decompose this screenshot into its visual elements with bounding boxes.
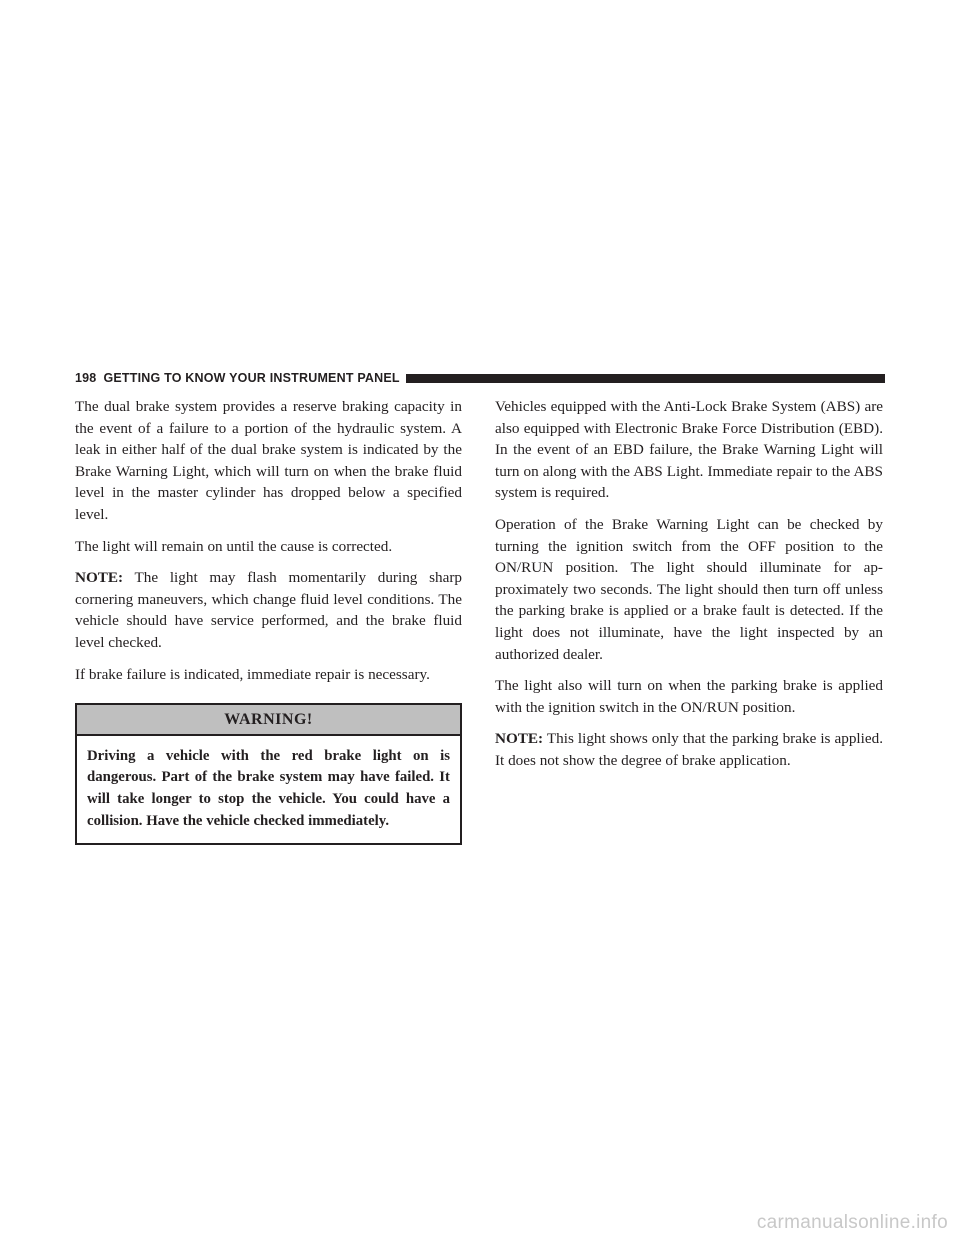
note-label: NOTE:	[495, 730, 544, 748]
section-title: GETTING TO KNOW YOUR INSTRUMENT PANEL	[103, 371, 400, 385]
watermark: carmanualsonline.info	[756, 1212, 948, 1233]
note-flash-momentarily	[75, 567, 462, 653]
header-rule	[406, 374, 885, 383]
left-column	[75, 396, 462, 845]
right-column	[495, 396, 883, 782]
page-number: 198	[75, 371, 97, 385]
warning-box	[75, 703, 462, 845]
paragraph-dual-brake-system: The dual brake system provides a reserve braking capacity in the event of a failure to a portion of the hydraulic system. A leak in either half of the dual brake system is indicated by the Brake Warning Light, which will turn on when the brake fluid level in the master cylinder has dropped below a specified level.	[75, 398, 462, 523]
paragraph-parking-brake: The light also will turn on when the parking brake is applied with the ignition switch in the ON/RUN position.	[495, 677, 883, 716]
note-text: This light shows only that the parking brake is applied. It does not show the degree of brake application.	[495, 730, 883, 769]
note-parking-brake	[495, 728, 883, 771]
paragraph-abs-ebd: Vehicles equipped with the Anti-Lock Brake System (ABS) are also equipped with Electronic Brake Force Distribution (EBD). In the event of an EBD failure, the Brake Warning Light will turn on along with the ABS Light. Immediate repair to the ABS system is required.	[495, 398, 883, 502]
page-header	[75, 370, 885, 386]
paragraph-light-remains-on: The light will remain on until the cause is corrected.	[75, 537, 393, 555]
paragraph-brake-failure: If brake failure is indicated, immediate repair is necessary.	[75, 665, 430, 683]
note-label: NOTE:	[75, 569, 124, 587]
note-text: The light may flash momentarily during sharp cornering maneuvers, which change fluid level conditions. The vehicle should have service performed, and the brake fluid level checked.	[75, 569, 462, 651]
warning-text: Driving a vehicle with the red brake light on is dangerous. Part of the brake system may have failed. It will take longer to stop the vehicle. You could have a collision. Have the vehicle checked immediately.	[87, 747, 450, 829]
warning-title: WARNING!	[77, 705, 460, 736]
paragraph-operation-check: Operation of the Brake Warning Light can be checked by turning the ignition switch from the OFF position to the ON/RUN position. The light should illuminate for ap-proximately two seconds. The light should then turn off unless the parking brake is applied or a brake fault is detected. If the light does not illuminate, have the light inspected by an authorized dealer.	[495, 515, 883, 663]
